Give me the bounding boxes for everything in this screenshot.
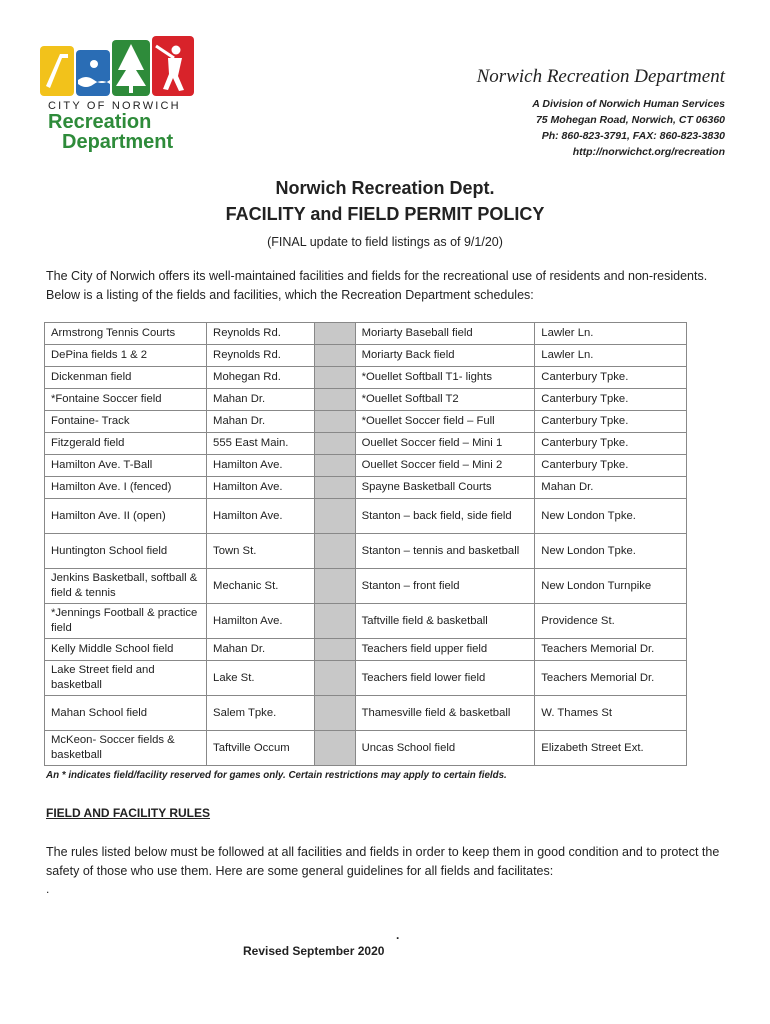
table-row — [45, 433, 687, 455]
facility-name-right: Moriarty Back field — [355, 345, 535, 367]
table-spacer — [315, 604, 356, 639]
facility-name-right: *Ouellet Soccer field – Full — [355, 411, 535, 433]
org-phone: Ph: 860-823-3791, FAX: 860-823-3830 — [541, 130, 725, 142]
table-row — [45, 731, 687, 766]
facility-name-left: DePina fields 1 & 2 — [45, 345, 207, 367]
facility-name-left: Dickenman field — [45, 367, 207, 389]
facility-location-left: Hamilton Ave. — [207, 477, 315, 499]
table-spacer — [315, 731, 356, 766]
logo-icons — [38, 36, 198, 98]
batter-icon — [172, 46, 181, 55]
facility-name-right: Ouellet Soccer field – Mini 2 — [355, 455, 535, 477]
table-row — [45, 389, 687, 411]
facility-location-right: Canterbury Tpke. — [535, 367, 687, 389]
table-spacer — [315, 499, 356, 534]
facility-name-left: Kelly Middle School field — [45, 639, 207, 661]
facility-location-right: New London Turnpike — [535, 569, 687, 604]
facility-name-right: *Ouellet Softball T2 — [355, 389, 535, 411]
table-row — [45, 661, 687, 696]
facility-location-left: 555 East Main. — [207, 433, 315, 455]
facility-location-left: Taftville Occum — [207, 731, 315, 766]
revised-footer: Revised September 2020 — [243, 944, 385, 958]
table-spacer — [315, 367, 356, 389]
facility-location-left: Reynolds Rd. — [207, 323, 315, 345]
swimmer-icon — [90, 60, 98, 68]
slide-tile — [40, 46, 74, 96]
table-spacer — [315, 411, 356, 433]
facility-name-left: *Jennings Football & practice field — [45, 604, 207, 639]
facility-location-left: Reynolds Rd. — [207, 345, 315, 367]
reserved-note: An * indicates field/facility reserved for games only. Certain restrictions may apply to certain fields. — [46, 770, 507, 781]
facility-location-left: Mahan Dr. — [207, 411, 315, 433]
facility-location-left: Hamilton Ave. — [207, 455, 315, 477]
facility-location-left: Hamilton Ave. — [207, 499, 315, 534]
table-spacer — [315, 661, 356, 696]
facility-name-right: Stanton – back field, side field — [355, 499, 535, 534]
facility-name-right: Moriarty Baseball field — [355, 323, 535, 345]
facility-location-right: Providence St. — [535, 604, 687, 639]
org-name: Norwich Recreation Department — [476, 66, 725, 87]
facility-location-right: W. Thames St — [535, 696, 687, 731]
facility-location-right: Mahan Dr. — [535, 477, 687, 499]
facility-name-right: Thamesville field & basketball — [355, 696, 535, 731]
table-row — [45, 411, 687, 433]
recreation-logo — [38, 36, 198, 151]
facility-location-right: New London Tpke. — [535, 534, 687, 569]
facility-location-right: Lawler Ln. — [535, 323, 687, 345]
table-row — [45, 696, 687, 731]
table-row — [45, 569, 687, 604]
facility-name-left: Lake Street field and basketball — [45, 661, 207, 696]
swimmer-tile — [76, 50, 110, 96]
rules-dot: . — [46, 882, 50, 896]
table-spacer — [315, 389, 356, 411]
table-row — [45, 639, 687, 661]
footer-dot: . — [396, 928, 400, 942]
title-line-3: (FINAL update to field listings as of 9/1/20) — [267, 235, 503, 249]
table-row — [45, 534, 687, 569]
facility-name-left: Armstrong Tennis Courts — [45, 323, 207, 345]
table-spacer — [315, 455, 356, 477]
facility-name-left: Huntington School field — [45, 534, 207, 569]
logo-recreation-text: Recreation — [48, 111, 152, 133]
facility-location-left: Mahan Dr. — [207, 639, 315, 661]
facility-location-right: Lawler Ln. — [535, 345, 687, 367]
table-spacer — [315, 696, 356, 731]
table-spacer — [315, 569, 356, 604]
table-spacer — [315, 345, 356, 367]
facility-name-left: Hamilton Ave. I (fenced) — [45, 477, 207, 499]
table-row — [45, 323, 687, 345]
facility-name-right: Teachers field upper field — [355, 639, 535, 661]
org-division: A Division of Norwich Human Services — [532, 98, 725, 110]
title-line-2: FACILITY and FIELD PERMIT POLICY — [225, 204, 545, 224]
facilities-table — [44, 322, 687, 766]
facility-name-left: Fontaine- Track — [45, 411, 207, 433]
facility-name-right: Stanton – tennis and basketball — [355, 534, 535, 569]
facility-name-right: Ouellet Soccer field – Mini 1 — [355, 433, 535, 455]
facility-location-left: Mechanic St. — [207, 569, 315, 604]
facility-name-left: Mahan School field — [45, 696, 207, 731]
rules-title: FIELD AND FACILITY RULES — [46, 806, 211, 820]
table-row — [45, 367, 687, 389]
table-spacer — [315, 433, 356, 455]
facility-name-left: Jenkins Basketball, softball & field & tennis — [45, 569, 207, 604]
table-row — [45, 604, 687, 639]
title-line-1: Norwich Recreation Dept. — [275, 178, 495, 198]
table-spacer — [315, 534, 356, 569]
facility-name-left: *Fontaine Soccer field — [45, 389, 207, 411]
facility-name-left: Hamilton Ave. II (open) — [45, 499, 207, 534]
facility-location-right: Canterbury Tpke. — [535, 455, 687, 477]
facility-location-right: Canterbury Tpke. — [535, 411, 687, 433]
facility-name-left: McKeon- Soccer fields & basketball — [45, 731, 207, 766]
facility-location-right: Canterbury Tpke. — [535, 389, 687, 411]
facility-location-right: New London Tpke. — [535, 499, 687, 534]
facility-location-left: Hamilton Ave. — [207, 604, 315, 639]
facility-location-left: Lake St. — [207, 661, 315, 696]
facility-location-left: Mohegan Rd. — [207, 367, 315, 389]
facility-location-right: Teachers Memorial Dr. — [535, 661, 687, 696]
facility-name-right: Stanton – front field — [355, 569, 535, 604]
table-row — [45, 345, 687, 367]
facility-name-right: *Ouellet Softball T1- lights — [355, 367, 535, 389]
facility-location-left: Town St. — [207, 534, 315, 569]
org-header — [477, 66, 725, 160]
logo-department-text: Department — [62, 131, 174, 153]
logo-city-text: CITY OF NORWICH — [48, 100, 181, 112]
org-address: 75 Mohegan Road, Norwich, CT 06360 — [535, 114, 725, 126]
document-title — [0, 175, 770, 253]
facility-name-right: Spayne Basketball Courts — [355, 477, 535, 499]
facility-name-right: Taftville field & basketball — [355, 604, 535, 639]
facility-location-left: Mahan Dr. — [207, 389, 315, 411]
intro-paragraph: The City of Norwich offers its well-maintained facilities and fields for the recreational use of residents and non-residents. Below is a listing of the fields and facilities, which the Recreation Department schedules: — [46, 269, 708, 302]
table-spacer — [315, 323, 356, 345]
facility-name-left: Fitzgerald field — [45, 433, 207, 455]
table-row — [45, 477, 687, 499]
facility-location-right: Teachers Memorial Dr. — [535, 639, 687, 661]
facility-location-left: Salem Tpke. — [207, 696, 315, 731]
table-row — [45, 455, 687, 477]
facility-location-right: Elizabeth Street Ext. — [535, 731, 687, 766]
org-url: http://norwichct.org/recreation — [572, 146, 725, 158]
table-spacer — [315, 477, 356, 499]
table-spacer — [315, 639, 356, 661]
facility-name-right: Teachers field lower field — [355, 661, 535, 696]
facility-location-right: Canterbury Tpke. — [535, 433, 687, 455]
facility-name-left: Hamilton Ave. T-Ball — [45, 455, 207, 477]
facility-name-right: Uncas School field — [355, 731, 535, 766]
table-row — [45, 499, 687, 534]
rules-paragraph: The rules listed below must be followed at all facilities and fields in order to keep them in good condition and to protect the safety of those who use them. Here are some general guidelines for all fields and facilitates: — [46, 845, 720, 878]
